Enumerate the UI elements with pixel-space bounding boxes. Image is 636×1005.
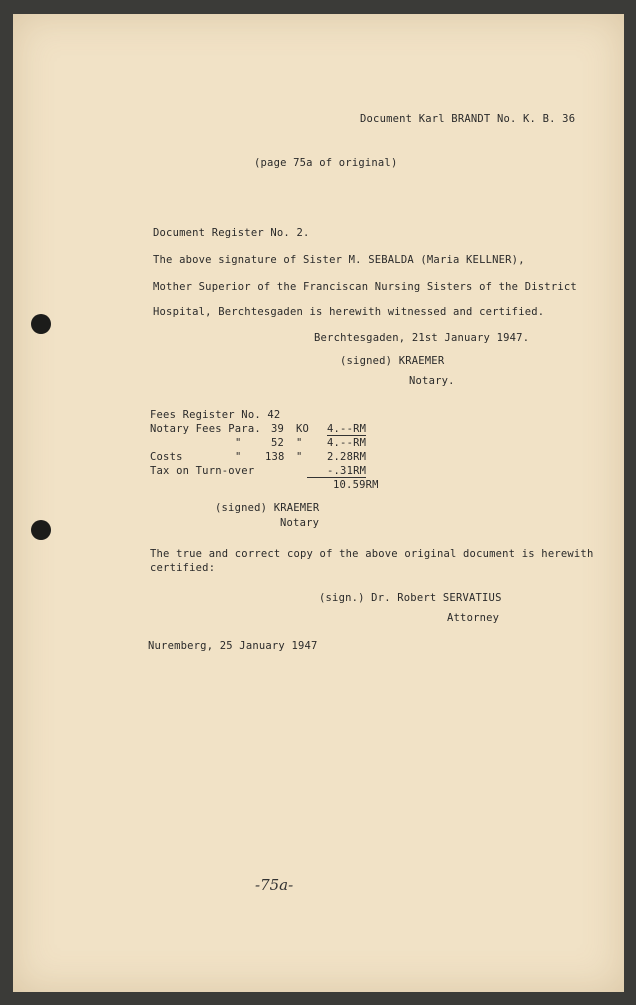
fee-para: 52 xyxy=(271,437,285,449)
signer-title: Notary xyxy=(280,517,320,529)
signer-title: Attorney xyxy=(447,612,500,624)
fee-label: Costs xyxy=(150,451,183,463)
page-note: (page 75a of original) xyxy=(254,157,398,169)
fee-amount: 4.--RM xyxy=(327,437,367,449)
fee-ko: " xyxy=(296,437,303,449)
fee-ditto: " xyxy=(235,437,242,449)
body-line: Mother Superior of the Franciscan Nursing Sisters of the District xyxy=(153,281,577,293)
body-line: The above signature of Sister M. SEBALDA (Maria KELLNER), xyxy=(153,254,525,266)
fee-para: 138 xyxy=(265,451,285,463)
fee-ko: " xyxy=(296,451,303,463)
fee-amount: 4.--RM xyxy=(327,423,367,435)
fee-label: Notary Fees Para. xyxy=(150,423,261,435)
fee-label: Tax on Turn-over xyxy=(150,465,255,477)
fee-amount: -.31RM xyxy=(307,465,366,478)
document-page xyxy=(13,14,624,992)
copy-line: The true and correct copy of the above original document is herewith xyxy=(150,548,594,560)
punch-hole xyxy=(31,520,51,540)
body-line: Hospital, Berchtesgaden is herewith witnessed and certified. xyxy=(153,306,545,318)
header-reference: Document Karl BRANDT No. K. B. 36 xyxy=(360,113,576,125)
signature-line: (signed) KRAEMER xyxy=(340,355,445,367)
register-line: Document Register No. 2. xyxy=(153,227,310,239)
copy-line: certified: xyxy=(150,562,216,574)
fees-register: Fees Register No. 42 xyxy=(150,409,281,421)
signature-line: (signed) KRAEMER xyxy=(215,502,320,514)
fee-ditto: " xyxy=(235,451,242,463)
signer-title: Notary. xyxy=(409,375,455,387)
closing-place-date: Nuremberg, 25 January 1947 xyxy=(148,640,318,652)
fee-total: 10.59RM xyxy=(333,479,379,491)
fee-para: 39 xyxy=(271,423,285,435)
page-number-handwritten: -75a- xyxy=(255,876,294,894)
place-date: Berchtesgaden, 21st January 1947. xyxy=(314,332,530,344)
signature-line: (sign.) Dr. Robert SERVATIUS xyxy=(319,592,502,604)
fee-ko: KO xyxy=(296,423,310,435)
punch-hole xyxy=(31,314,51,334)
fee-amount: 2.28RM xyxy=(327,451,367,463)
